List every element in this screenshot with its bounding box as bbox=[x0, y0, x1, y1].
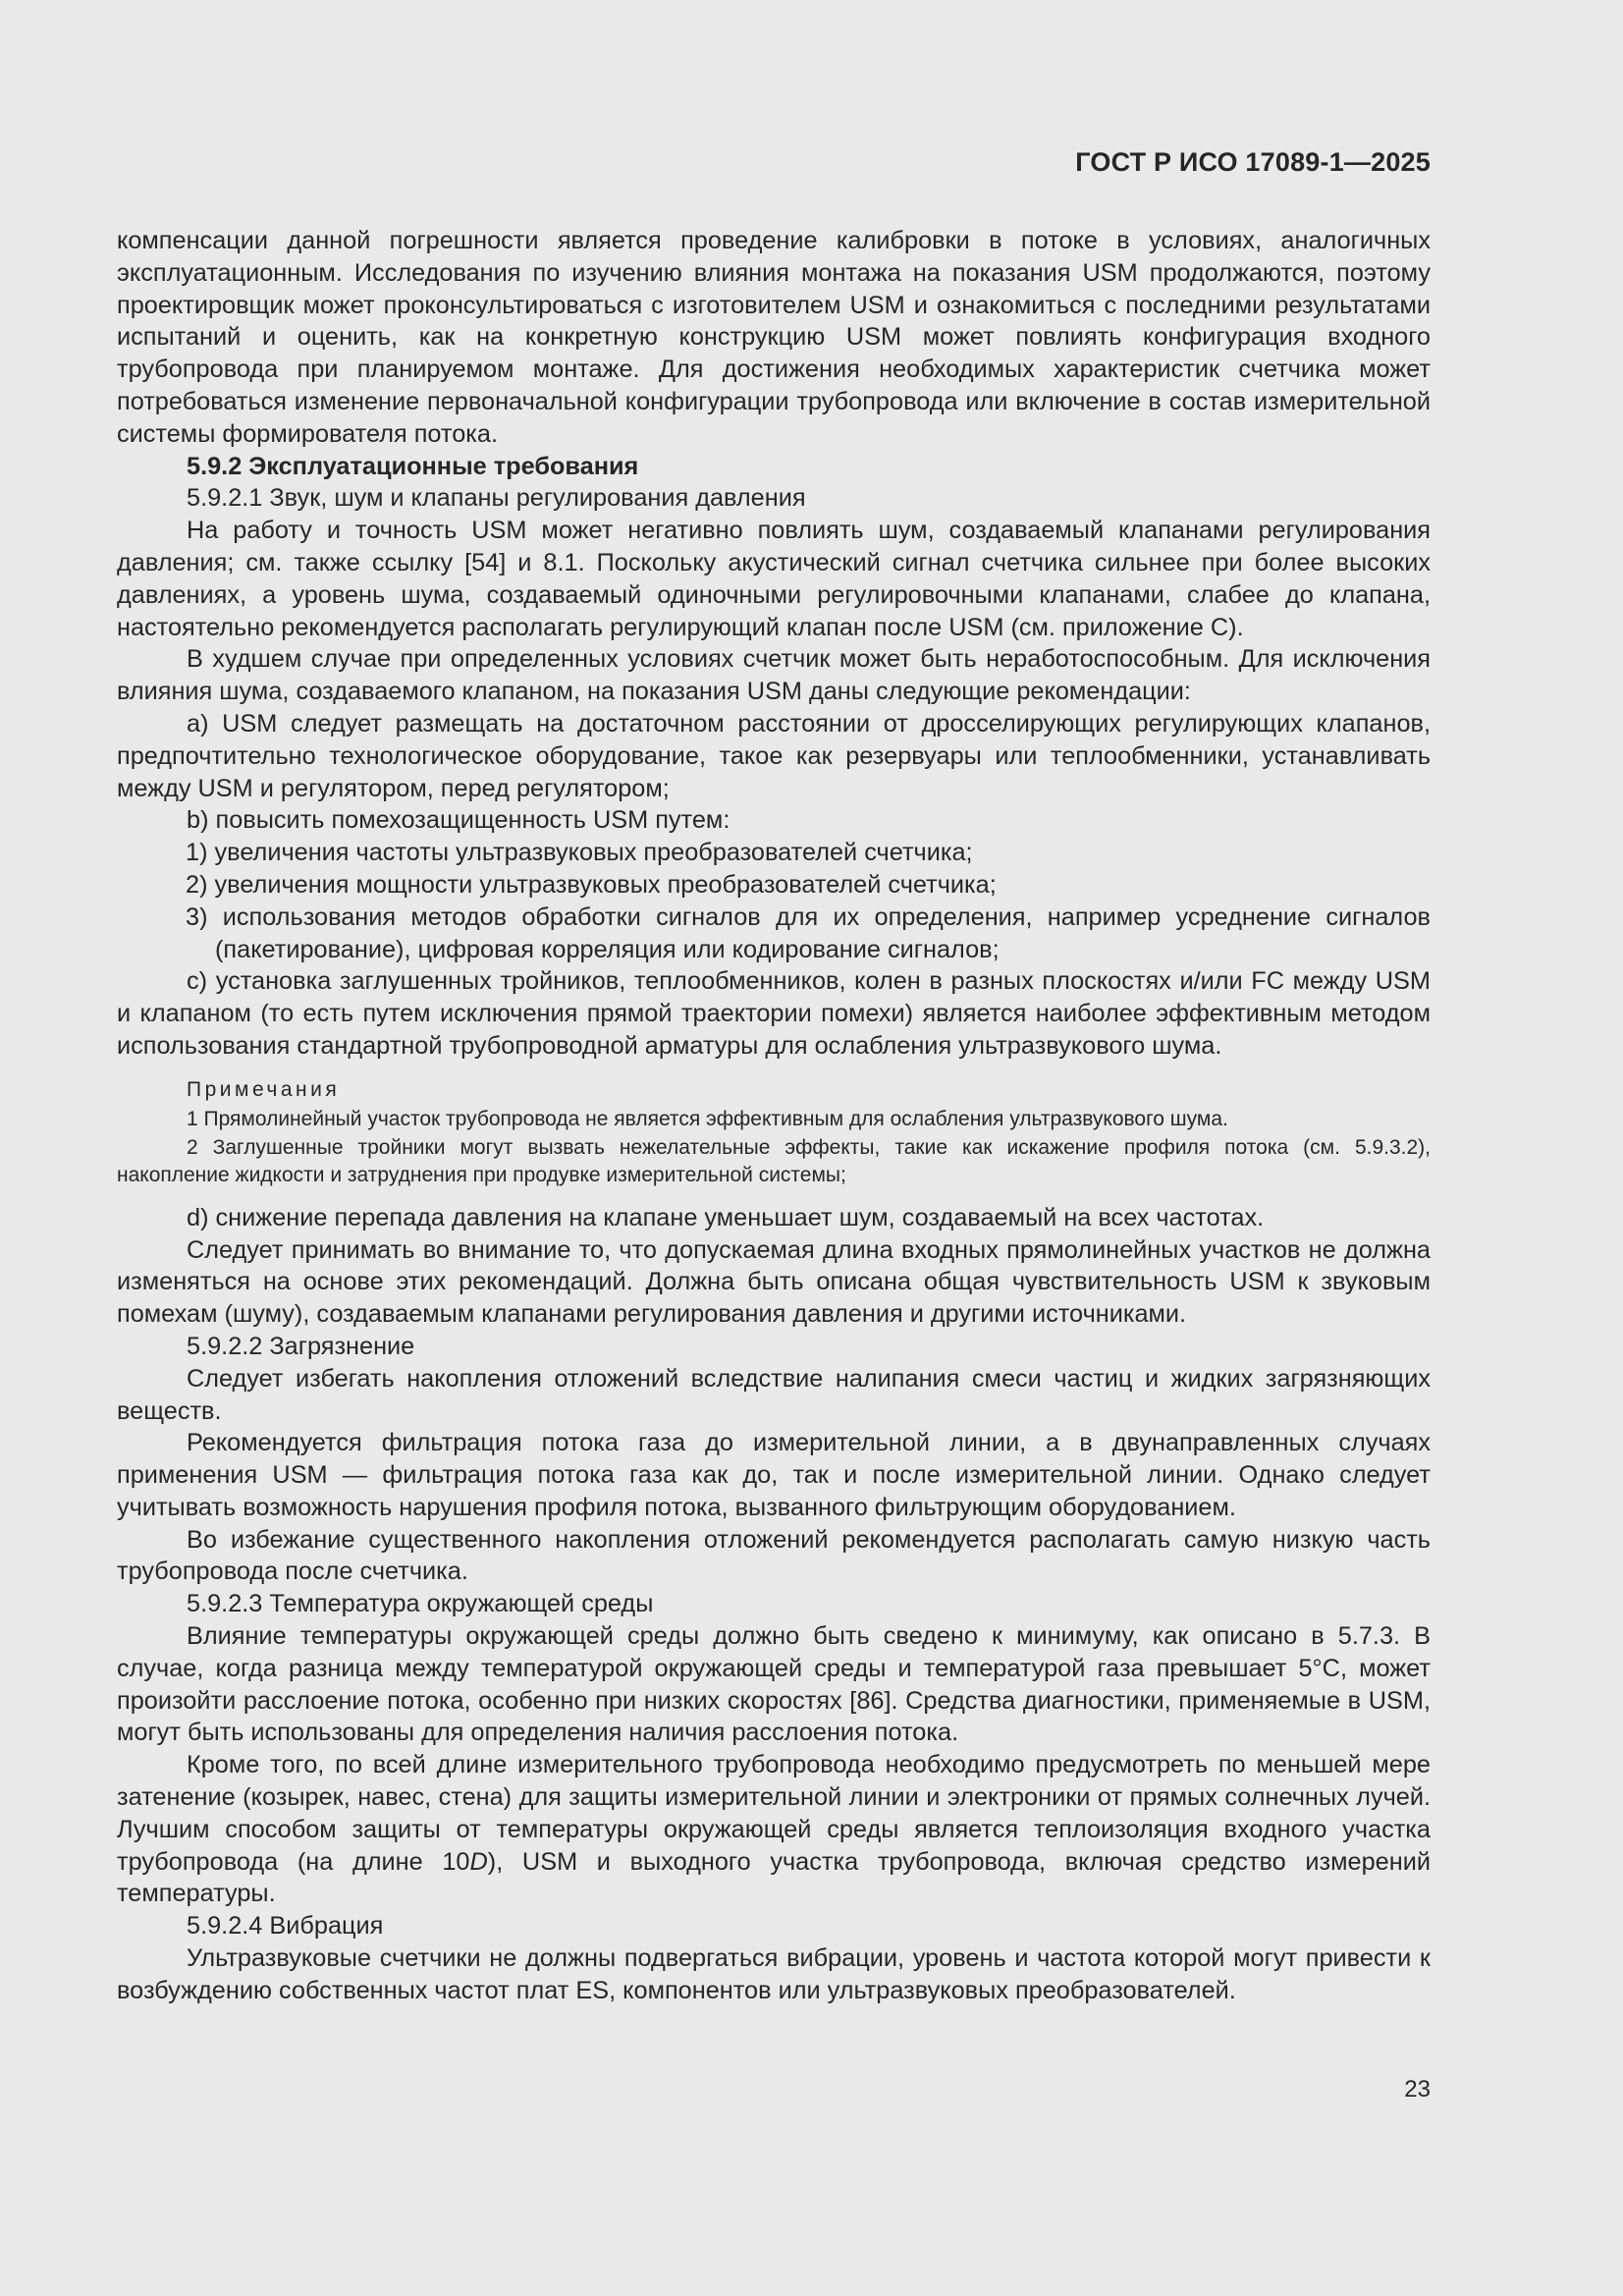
list-item: c) установка заглушенных тройников, теплообменников, колен в разных плоскостях и/или FC между USM и клапаном (то есть путем исключения прямой траектории помехи) является наиболее эффективным методом использования стандартной трубопроводной арматуры для ослабления ультразвукового шума. bbox=[117, 967, 1431, 1060]
subsection-heading: 5.9.2.2 Загрязнение bbox=[187, 1332, 415, 1360]
paragraph: Следует принимать во внимание то, что допускаемая длина входных прямолинейных участков не должна изменяться на основе этих рекомендаций. Должна быть описана общая чувствительность USM к звуковым помехам (шуму), создаваемым клапанами регулирования давления и другими источниками. bbox=[117, 1235, 1431, 1329]
paragraph: Влияние температуры окружающей среды должно быть сведено к минимуму, как описано в 5.7.3. В случае, когда разница между температурой окружающей среды и температурой газа превышает 5°C, может произойти расслоение потока, особенно при низких скоростях [86]. Средства диагностики, применяемые в USM, могут быть использованы для определения наличия расслоения потока. bbox=[117, 1622, 1431, 1747]
paragraph: Во избежание существенного накопления отложений рекомендуется располагать самую низкую часть трубопровода после счетчика. bbox=[117, 1525, 1431, 1586]
sub-list-item: 3) использования методов обработки сигналов для их определения, например усреднение сигналов (пакетирование), цифровая корреляция или кодирование сигналов; bbox=[186, 902, 1431, 963]
sub-list-item: 1) увеличения частоты ультразвуковых преобразователей счетчика; bbox=[186, 839, 973, 867]
subsection-heading: 5.9.2.4 Вибрация bbox=[187, 1912, 384, 1941]
notes-block bbox=[117, 1076, 1431, 1190]
text-run: ), USM и выходного участка трубопровода, включая средство измерений температуры. bbox=[117, 1847, 1431, 1908]
paragraph: Рекомендуется фильтрация потока газа до измерительной линии, а в двунаправленных случаях применения USM — фильтрация потока газа как до, так и после измерительной линии. Однако следует учитывать возможность нарушения профиля потока, вызванного фильтрующим оборудованием. bbox=[117, 1429, 1431, 1521]
list-item: a) USM следует размещать на достаточном расстоянии от дросселирующих регулирующих клапанов, предпочтительно технологическое оборудование, такое как резервуары или теплообменники, устанавливать между USM и регулятором, перед регулятором; bbox=[117, 709, 1431, 802]
note: 2 Заглушенные тройники могут вызвать нежелательные эффекты, такие как искажение профиля потока (см. 5.9.3.2), накопление жидкости и затруднения при продувке измерительной системы; bbox=[117, 1135, 1431, 1187]
subsection-heading: 5.9.2.3 Температура окружающей среды bbox=[187, 1590, 654, 1618]
section-heading: 5.9.2 Эксплуатационные требования bbox=[187, 452, 639, 480]
sub-list-item: 2) увеличения мощности ультразвуковых преобразователей счетчика; bbox=[186, 870, 997, 899]
paragraph: Ультразвуковые счетчики не должны подвергаться вибрации, уровень и частота которой могут привести к возбуждению собственных частот плат ES, компонентов или ультразвуковых преобразователей. bbox=[117, 1944, 1431, 2004]
page-number: 23 bbox=[1404, 2076, 1431, 2103]
notes-title: Примечания bbox=[187, 1077, 341, 1101]
text-run: Кроме того, по всей длине измерительного трубопровода необходимо предусмотреть по меньшей мере затенение (козырек, навес, стена) для защиты измерительной линии и электроники от прямых солнечных лучей. Лучшим способом защиты от температуры окружающей среды является теплоизоляция входного участка трубопровода (на длине 10 bbox=[117, 1751, 1431, 1876]
paragraph: На работу и точность USM может негативно повлиять шум, создаваемый клапанами регулирования давления; см. также ссылку [54] и 8.1. Поскольку акустический сигнал счетчика сильнее при более высоких давлениях, а уровень шума, создаваемый одиночными регулировочными клапанами, слабее до клапана, настоятельно рекомендуется располагать регулирующий клапан после USM (см. приложение C). bbox=[117, 517, 1431, 641]
note: 1 Прямолинейный участок трубопровода не является эффективным для ослабления ультразвукового шума. bbox=[187, 1108, 1228, 1131]
paragraph: В худшем случае при определенных условиях счетчик может быть неработоспособным. Для исключения влияния шума, создаваемого клапаном, на показания USM даны следующие рекомендации: bbox=[117, 645, 1431, 706]
document-header: ГОСТ Р ИСО 17089-1—2025 bbox=[1075, 147, 1431, 177]
subsection-heading: 5.9.2.1 Звук, шум и клапаны регулирования давления bbox=[187, 484, 806, 513]
paragraph bbox=[117, 1749, 1431, 1910]
document-body bbox=[117, 225, 1431, 2007]
italic-symbol: D bbox=[469, 1847, 488, 1876]
list-item: d) снижение перепада давления на клапане уменьшает шум, создаваемый на всех частотах. bbox=[187, 1203, 1265, 1231]
paragraph: Следует избегать накопления отложений вследствие налипания смеси частиц и жидких загрязняющих веществ. bbox=[117, 1364, 1431, 1425]
list-item: b) повысить помехозащищенность USM путем: bbox=[187, 806, 730, 835]
paragraph: компенсации данной погрешности является проведение калибровки в потоке в условиях, аналогичных эксплуатационным. Исследования по изучению влияния монтажа на показания USM продолжаются, поэтому проектировщик может проконсультироваться с изготовителем USM и ознакомиться с последними результатами испытаний и оценить, как на конкретную конструкцию USM может повлиять конфигурация входного трубопровода при планируемом монтаже. Для достижения необходимых характеристик счетчика может потребоваться изменение первоначальной конфигурации трубопровода или включение в состав измерительной системы формирователя потока. bbox=[117, 227, 1431, 448]
